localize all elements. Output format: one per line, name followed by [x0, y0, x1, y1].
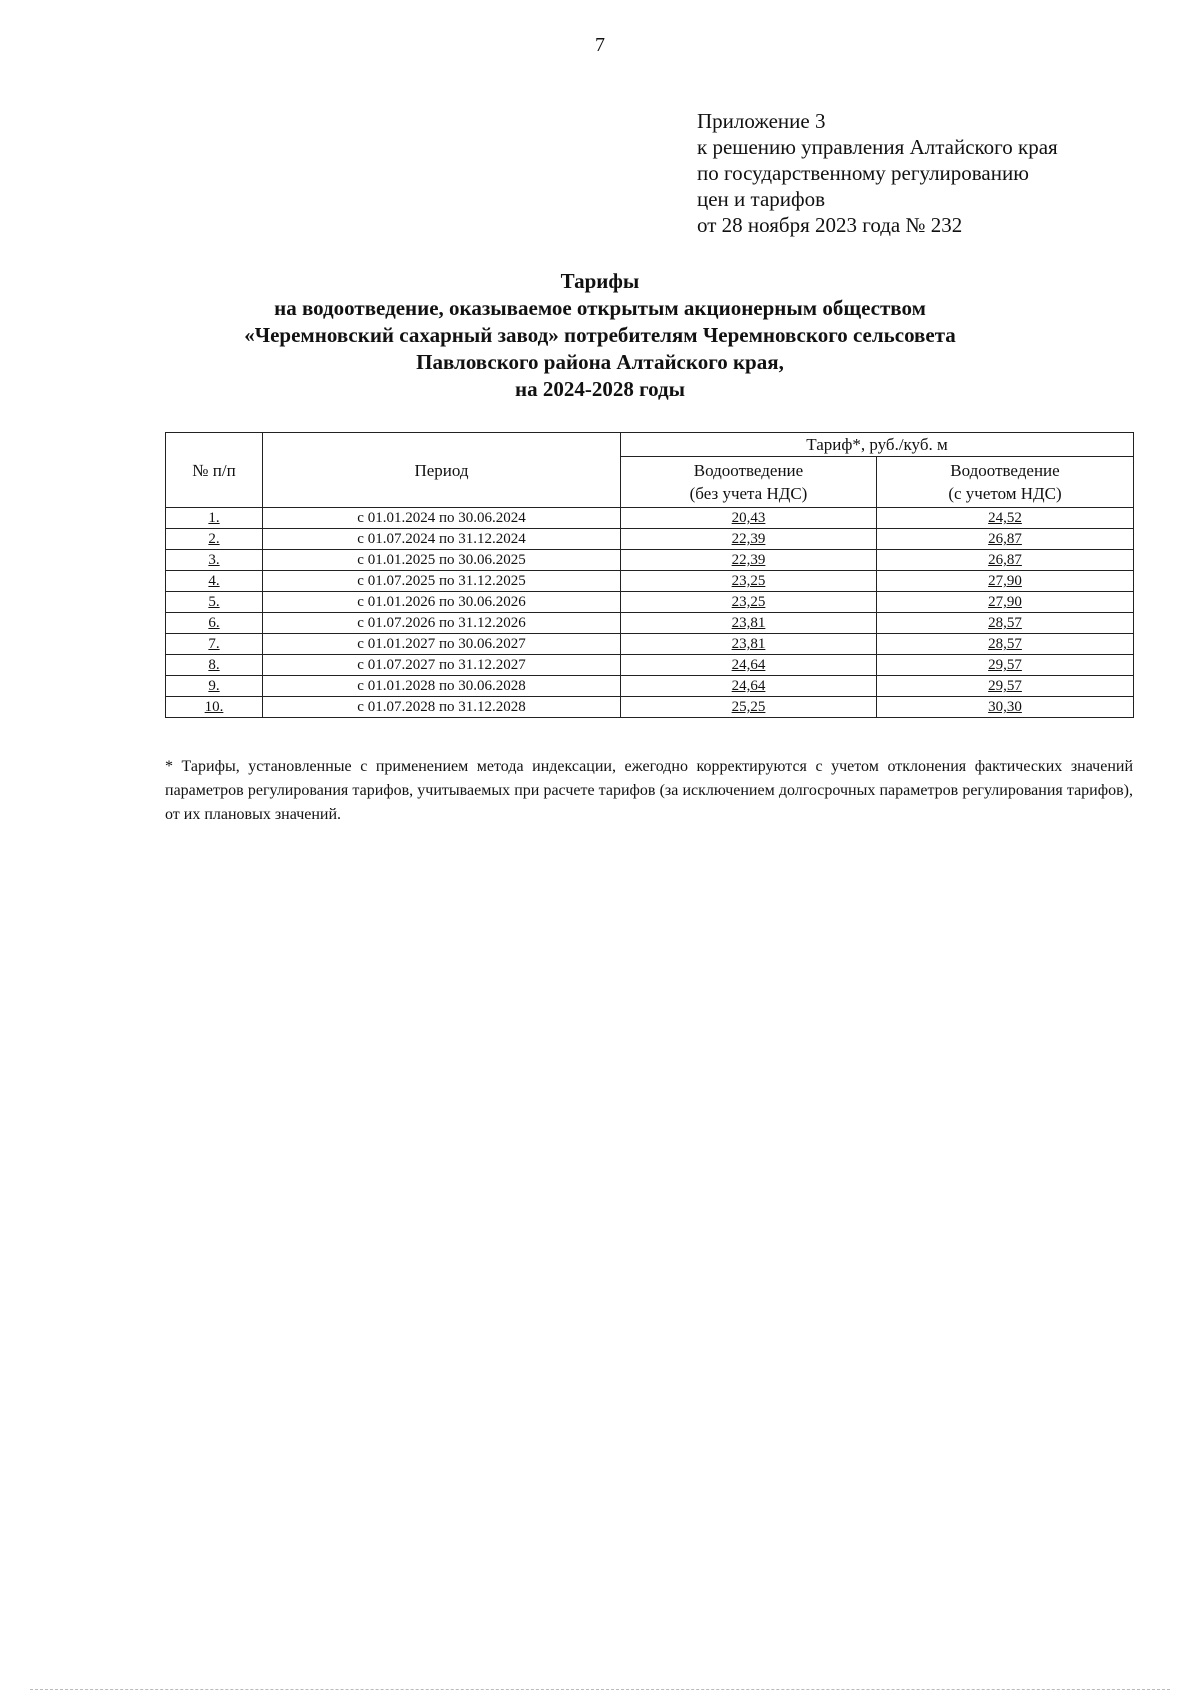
title-line: Тарифы [560, 269, 640, 293]
footnote: * Тарифы, установленные с применением метода индексации, ежегодно корректируются с учетом отклонения фактических значений параметров регулирования тарифов, учитываемых при расчете тарифов (за исключением долгосрочных параметров регулирования тарифов), от их плановых значений. [165, 758, 1133, 823]
row-number: 10. [166, 697, 263, 718]
row-number: 9. [166, 676, 263, 697]
row-tariff-with-vat: 24,52 [877, 508, 1134, 529]
row-tariff-no-vat: 20,43 [621, 508, 877, 529]
row-tariff-with-vat: 27,90 [877, 571, 1134, 592]
row-tariff-with-vat: 30,30 [877, 697, 1134, 718]
row-period: с 01.07.2025 по 31.12.2025 [263, 571, 621, 592]
table-row [166, 571, 1134, 592]
row-tariff-no-vat: 22,39 [621, 550, 877, 571]
header-no-vat-line2: (без учета НДС) [689, 484, 808, 503]
title-line: на 2024-2028 годы [514, 377, 686, 401]
header-with-vat-line2: (с учетом НДС) [948, 484, 1062, 503]
table-row [166, 613, 1134, 634]
row-period: с 01.07.2028 по 31.12.2028 [263, 697, 621, 718]
row-tariff-with-vat: 29,57 [877, 676, 1134, 697]
row-tariff-with-vat: 26,87 [877, 529, 1134, 550]
table-row [166, 508, 1134, 529]
row-period: с 01.07.2026 по 31.12.2026 [263, 613, 621, 634]
appendix-line: Приложение 3 [697, 109, 826, 133]
row-period: с 01.01.2026 по 30.06.2026 [263, 592, 621, 613]
header-no-vat [621, 457, 877, 508]
row-tariff-no-vat: 24,64 [621, 655, 877, 676]
scan-edge-divider [30, 1689, 1170, 1690]
appendix-line: цен и тарифов [697, 187, 826, 211]
row-number: 8. [166, 655, 263, 676]
row-period: с 01.01.2028 по 30.06.2028 [263, 676, 621, 697]
row-period: с 01.07.2024 по 31.12.2024 [263, 529, 621, 550]
header-with-vat [877, 457, 1134, 508]
table-row [166, 676, 1134, 697]
title-line: «Черемновский сахарный завод» потребителям Черемновского сельсовета [244, 323, 956, 347]
appendix-line: к решению управления Алтайского края [697, 135, 1058, 159]
row-number: 5. [166, 592, 263, 613]
row-tariff-with-vat: 28,57 [877, 634, 1134, 655]
header-no-vat-line1: Водоотведение [693, 461, 804, 480]
row-period: с 01.01.2027 по 30.06.2027 [263, 634, 621, 655]
row-number: 6. [166, 613, 263, 634]
row-tariff-no-vat: 23,25 [621, 571, 877, 592]
title-line: на водоотведение, оказываемое открытым акционерным обществом [274, 296, 926, 320]
row-period: с 01.01.2025 по 30.06.2025 [263, 550, 621, 571]
header-number: № п/п [166, 433, 263, 508]
row-tariff-no-vat: 22,39 [621, 529, 877, 550]
table-row [166, 697, 1134, 718]
row-tariff-no-vat: 24,64 [621, 676, 877, 697]
header-with-vat-line1: Водоотведение [950, 461, 1060, 480]
table-row [166, 550, 1134, 571]
row-tariff-with-vat: 27,90 [877, 592, 1134, 613]
row-period: с 01.07.2027 по 31.12.2027 [263, 655, 621, 676]
table-row [166, 529, 1134, 550]
row-tariff-with-vat: 28,57 [877, 613, 1134, 634]
document-title [0, 268, 1200, 403]
appendix-line: от 28 ноября 2023 года № 232 [697, 213, 963, 237]
row-number: 3. [166, 550, 263, 571]
appendix-header [697, 108, 1058, 238]
table-row [166, 634, 1134, 655]
row-tariff-no-vat: 23,25 [621, 592, 877, 613]
row-number: 7. [166, 634, 263, 655]
header-tariff-group: Тариф*, руб./куб. м [621, 433, 1134, 457]
row-number: 1. [166, 508, 263, 529]
page-number: 7 [595, 34, 605, 56]
row-tariff-no-vat: 23,81 [621, 613, 877, 634]
row-tariff-no-vat: 23,81 [621, 634, 877, 655]
row-number: 4. [166, 571, 263, 592]
row-tariff-with-vat: 29,57 [877, 655, 1134, 676]
table-row [166, 592, 1134, 613]
title-line: Павловского района Алтайского края, [416, 350, 784, 374]
tariff-table [165, 432, 1134, 718]
row-period: с 01.01.2024 по 30.06.2024 [263, 508, 621, 529]
row-tariff-with-vat: 26,87 [877, 550, 1134, 571]
table-row [166, 655, 1134, 676]
header-period: Период [263, 433, 621, 508]
row-number: 2. [166, 529, 263, 550]
row-tariff-no-vat: 25,25 [621, 697, 877, 718]
appendix-line: по государственному регулированию [697, 161, 1029, 185]
